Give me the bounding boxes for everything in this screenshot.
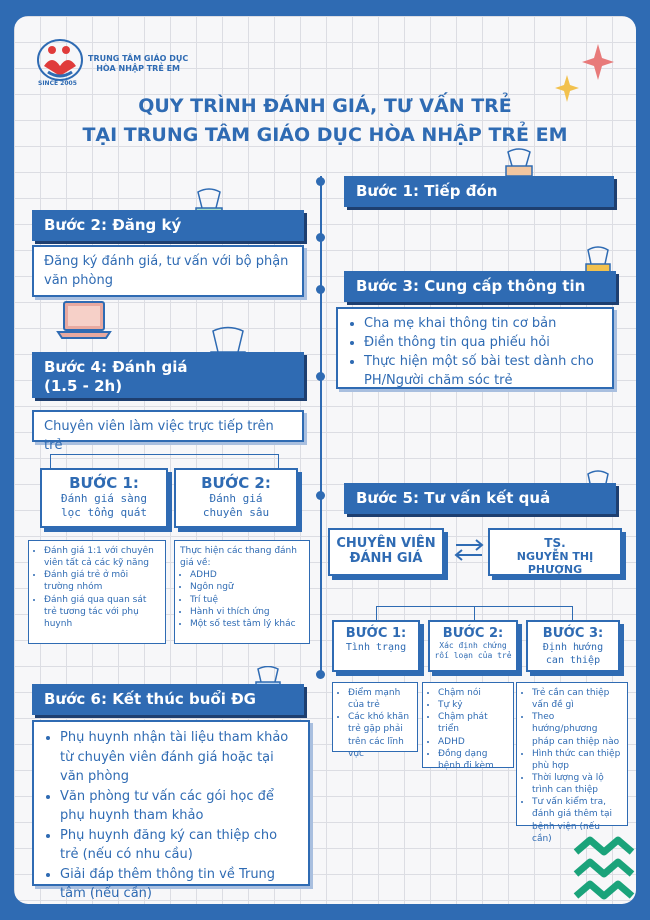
- timeline-dot: [316, 233, 325, 242]
- org-since: SINCE 2005: [38, 80, 77, 87]
- step5-doctor: [488, 528, 622, 576]
- list-item: • Đánh giá trẻ ở môi trường nhóm: [44, 569, 160, 593]
- laptop-icon: [56, 298, 112, 342]
- binder-clip-icon: [504, 148, 534, 178]
- list-item: • Thời lượng và lộ trình can thiệp: [532, 772, 622, 796]
- list-item: • Đồng dạng bệnh đi kèm: [438, 748, 508, 772]
- connector: [474, 606, 475, 620]
- step5-specialist: [328, 528, 444, 576]
- connector: [50, 454, 51, 468]
- list-item: • Thực hiện một số bài test dành cho PH/Người chăm sóc trẻ: [364, 353, 602, 391]
- list-item: • Chậm phát triển: [438, 711, 508, 735]
- specialist-line2: ĐÁNH GIÁ: [349, 551, 423, 566]
- step5-sub3-title: BƯỚC 3:: [542, 626, 604, 641]
- list-item: • Tư vấn kiểm tra, đánh giá thêm tại bệnh viện (nếu cần): [532, 796, 622, 845]
- step6-label: Bước 6: Kết thúc buổi ĐG: [44, 690, 256, 708]
- step5-sub2-details: [422, 682, 514, 771]
- list-item: • ADHD: [190, 569, 304, 581]
- list-item: • Đánh giá qua quan sát trẻ tương tác với phụ huynh: [44, 594, 160, 630]
- timeline-dot: [316, 372, 325, 381]
- step5-sub1-title: BƯỚC 1:: [345, 626, 407, 641]
- specialist-line1: CHUYÊN VIÊN: [336, 536, 436, 551]
- step5-sub3-desc: can thiệp: [545, 655, 601, 666]
- connector: [50, 454, 278, 455]
- step4-sub2-desc: chuyên sâu: [202, 506, 270, 520]
- exchange-arrows-icon: [452, 538, 486, 562]
- list-item: • Hình thức can thiệp phù hợp: [532, 748, 622, 772]
- step2-header: [32, 210, 304, 241]
- step3-label: Bước 3: Cung cấp thông tin: [356, 277, 586, 295]
- list-item: • Phụ huynh nhận tài liệu tham khảo từ chuyên viên đánh giá hoặc tại văn phòng: [60, 728, 298, 787]
- sparkle-icon: [576, 42, 616, 86]
- list-item: • ADHD: [438, 736, 508, 748]
- title-line2: TẠI TRUNG TÂM GIÁO DỤC HÒA NHẬP TRẺ EM: [82, 123, 568, 146]
- page-title: [14, 92, 636, 149]
- step4-sub2-details: [174, 540, 310, 644]
- list-item: • Trẻ cần can thiệp vấn đề gì: [532, 687, 622, 711]
- list-item: • Tự kỷ: [438, 699, 508, 711]
- step2-text: Đăng ký đánh giá, tư vấn với bộ phận văn phòng: [44, 254, 289, 288]
- list-item: • Ngôn ngữ: [190, 581, 304, 593]
- timeline-dot: [316, 670, 325, 679]
- logo: [32, 38, 88, 84]
- step4-sub2-desc: Đánh giá: [209, 492, 263, 505]
- step5-sub1: [332, 620, 420, 672]
- poster: [14, 16, 636, 904]
- timeline-dot: [316, 285, 325, 294]
- list-item: • Một số test tâm lý khác: [190, 618, 304, 630]
- list-item: • Phụ huynh đăng ký can thiệp cho trẻ (nếu có nhu cầu): [60, 826, 298, 865]
- list-item: • Văn phòng tư vấn các gói học để phụ huynh tham khảo: [60, 787, 298, 826]
- step4-sub1: [40, 468, 168, 528]
- step3-header: [344, 271, 616, 302]
- step6-header: [32, 684, 304, 715]
- step5-sub2-desc: Xác định chứng: [439, 641, 507, 650]
- step5-label: Bước 5: Tư vấn kết quả: [356, 489, 551, 507]
- doctor-name: NGUYỄN THỊ PHƯỢNG: [516, 550, 594, 576]
- step1-label: Bước 1: Tiếp đón: [356, 182, 498, 200]
- step5-sub1-details: [332, 682, 418, 759]
- timeline-dot: [316, 491, 325, 500]
- step4-sub2: [174, 468, 298, 528]
- list-item: • Điền thông tin qua phiếu hỏi: [364, 334, 602, 353]
- step2-label: Bước 2: Đăng ký: [44, 216, 182, 234]
- step6-list: [60, 728, 298, 904]
- step4-label: Bước 4: Đánh giá: [44, 358, 188, 376]
- org-name: [88, 54, 188, 75]
- step3-list: [364, 315, 602, 390]
- step5-sub2-desc: rối loạn của trẻ: [434, 651, 512, 661]
- list-item: • Đánh giá 1:1 với chuyên viên tất cả các kỹ năng: [44, 545, 160, 569]
- step1-header: [344, 176, 614, 207]
- step5-sub3: [526, 620, 620, 672]
- list-item: • Hành vi thích ứng: [190, 606, 304, 618]
- connector: [376, 606, 377, 620]
- step5-sub3-details: [516, 682, 628, 844]
- doctor-title: TS.: [544, 536, 566, 550]
- list-item: • Điểm mạnh của trẻ: [348, 687, 412, 711]
- step4-sub1-title: BƯỚC 1:: [69, 474, 139, 492]
- list-item: • Cha mẹ khai thông tin cơ bản: [364, 315, 602, 334]
- org-name-line1: TRUNG TÂM GIÁO DỤC: [88, 54, 189, 63]
- zigzag-decoration-icon: [570, 828, 636, 904]
- step6-box: [32, 720, 310, 901]
- step4-sub1-desc: Đánh giá sàng: [60, 492, 148, 505]
- step4-sub2-intro: Thực hiện các thang đánh giá về:: [180, 546, 297, 569]
- step4-sub2-title: BƯỚC 2:: [201, 474, 271, 492]
- step4-text: Chuyên viên làm việc trực tiếp trên trẻ: [44, 419, 274, 453]
- connector: [572, 606, 573, 620]
- list-item: • Giải đáp thêm thông tin về Trung tâm (nếu cần): [60, 865, 298, 904]
- list-item: • Các khó khăn trẻ gặp phải trên các lĩnh vực: [348, 711, 412, 760]
- step4-sub1-desc: lọc tổng quát: [60, 506, 148, 520]
- step4-sub1-details: [28, 540, 166, 644]
- list-item: • Chậm nói: [438, 687, 508, 699]
- step5-sub2-title: BƯỚC 2:: [442, 626, 504, 641]
- timeline-line: [320, 176, 322, 676]
- step4-box: [32, 410, 304, 453]
- org-name-line2: HÒA NHẬP TRẺ EM: [96, 64, 181, 74]
- step4-duration: (1.5 - 2h): [44, 376, 123, 395]
- step4-header: [32, 352, 304, 398]
- list-item: • Theo hướng/phương pháp can thiệp nào: [532, 711, 622, 747]
- connector: [278, 454, 279, 468]
- step2-box: [32, 245, 304, 297]
- timeline-dot: [316, 177, 325, 186]
- list-item: • Trí tuệ: [190, 594, 304, 606]
- title-line1: QUY TRÌNH ĐÁNH GIÁ, TƯ VẤN TRẺ: [138, 95, 512, 117]
- step5-header: [344, 483, 616, 514]
- step5-sub2: [428, 620, 518, 672]
- step3-box: [336, 307, 614, 389]
- step5-sub3-desc: Định hướng: [542, 642, 604, 653]
- step5-sub1-desc: Tình trạng: [345, 642, 407, 653]
